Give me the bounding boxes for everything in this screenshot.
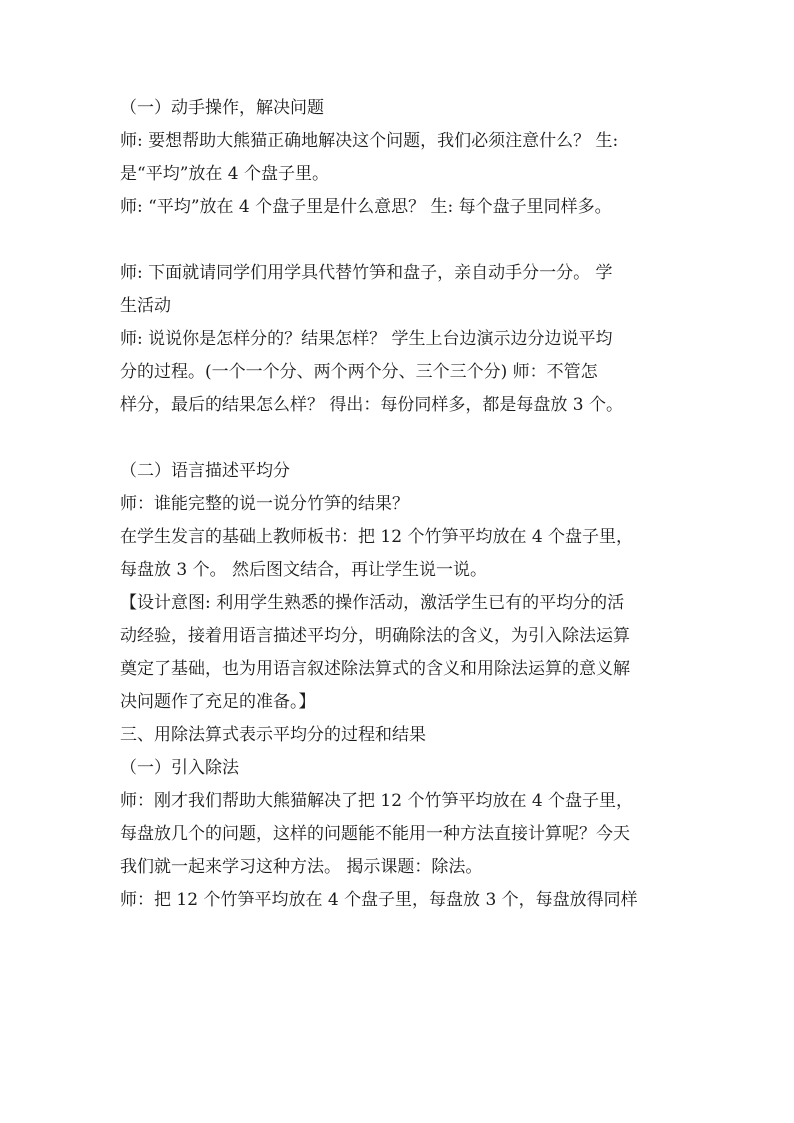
section-heading: （一）动手操作，解决问题 — [120, 98, 324, 118]
blank-line — [120, 224, 686, 257]
section-heading: （二）语言描述平均分 — [120, 461, 290, 481]
text-line: 我们就一起来学习这种方法。 揭示课题：除法。 — [120, 857, 483, 877]
text-line: 师: 下面就请同学们用学具代替竹笋和盘子，亲自动手分一分。 学 — [120, 263, 613, 283]
text-line: 师: 说说你是怎样分的？结果怎样？ 学生上台边演示边分边说平均 — [120, 329, 613, 349]
design-intent-line: 动经验，接着用语言描述平均分，明确除法的含义，为引入除法运算 — [120, 626, 630, 646]
text-line: 师：刚才我们帮助大熊猫解决了把 12 个竹笋平均放在 4 个盘子里， — [120, 791, 634, 811]
design-intent-line: 【设计意图: 利用学生熟悉的操作活动，激活学生已有的平均分的活 — [120, 593, 625, 613]
text-line: 师: “平均”放在 4 个盘子里是什么意思？ 生: 每个盘子里同样多。 — [120, 197, 612, 217]
section-heading: （一）引入除法 — [120, 758, 239, 778]
text-line: 在学生发言的基础上教师板书：把 12 个竹笋平均放在 4 个盘子里， — [120, 527, 634, 547]
text-line: 师：把 12 个竹笋平均放在 4 个盘子里，每盘放 3 个，每盘放得同样 — [120, 890, 638, 910]
blank-line — [120, 422, 686, 455]
text-line: 分的过程。(一个一个分、两个两个分、三个三个分) 师：不管怎 — [120, 362, 598, 382]
text-line: 每盘放几个的问题，这样的问题能不能用一种方法直接计算呢？今天 — [120, 824, 630, 844]
text-line: 每盘放 3 个。 然后图文结合，再让学生说一说。 — [120, 560, 488, 580]
section-heading: 三、用除法算式表示平均分的过程和结果 — [120, 725, 426, 745]
text-line: 样分，最后的结果怎么样？ 得出：每份同样多，都是每盘放 3 个。 — [120, 395, 624, 415]
text-line: 生活动 — [120, 296, 171, 316]
text-line: 是“平均”放在 4 个盘子里。 — [120, 164, 330, 184]
document-body — [120, 92, 686, 917]
design-intent-line: 决问题作了充足的准备。】 — [120, 692, 316, 712]
design-intent-line: 奠定了基础，也为用语言叙述除法算式的含义和用除法运算的意义解 — [120, 659, 630, 679]
text-line: 师: 要想帮助大熊猫正确地解决这个问题，我们必须注意什么？ 生: — [120, 131, 619, 151]
text-line: 师：谁能完整的说一说分竹笋的结果？ — [120, 494, 409, 514]
